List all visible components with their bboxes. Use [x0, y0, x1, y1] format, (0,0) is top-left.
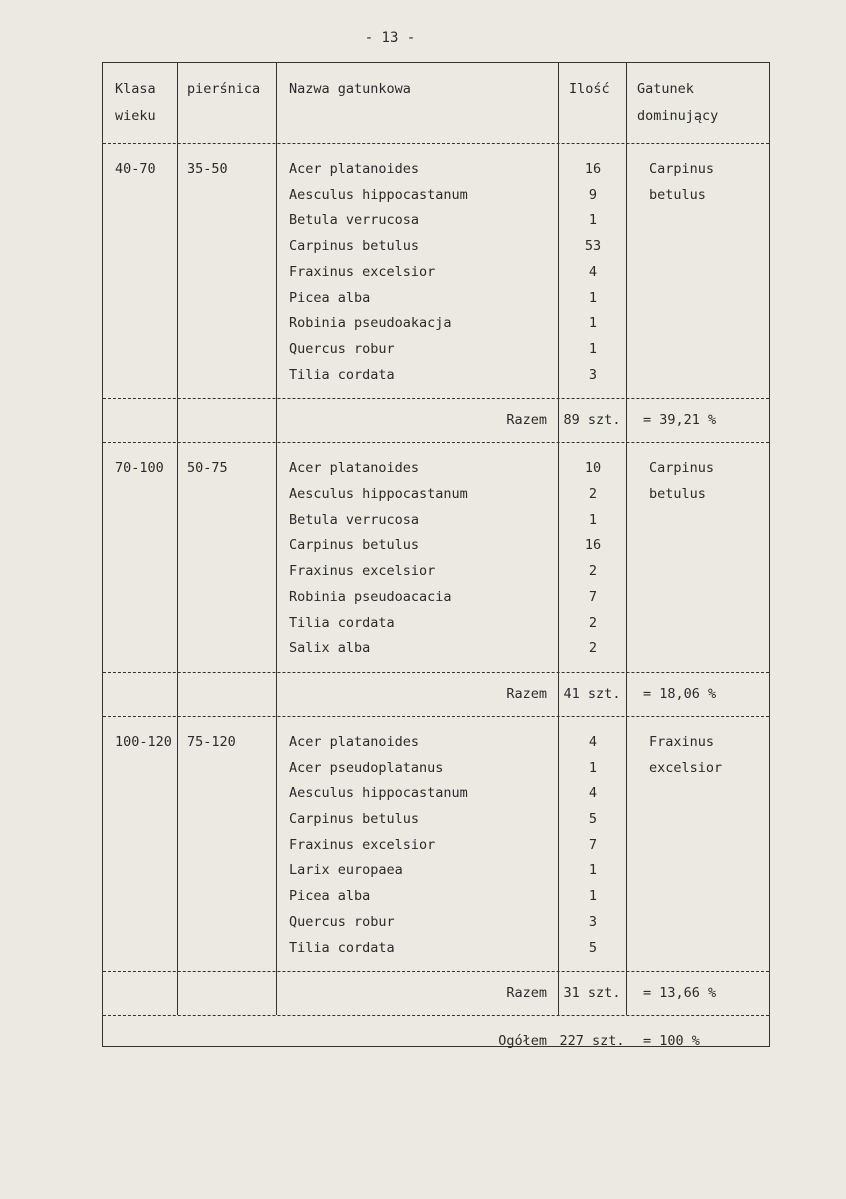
- dominant-species: excelsior: [649, 759, 723, 776]
- species-count: 16: [584, 537, 602, 554]
- species-name: Tilia cordata: [289, 939, 395, 956]
- column-divider: [276, 971, 277, 1015]
- species-count: 1: [588, 888, 598, 905]
- group-divider: [103, 716, 769, 717]
- species-count: 1: [588, 212, 598, 229]
- dbh-range: 35-50: [187, 161, 228, 177]
- column-divider: [626, 971, 627, 1015]
- species-name: Aesculus hippocastanum: [289, 486, 468, 502]
- dominant-species: Carpinus: [649, 161, 715, 177]
- column-divider: [177, 971, 178, 1015]
- species-name: Betula verrucosa: [289, 511, 420, 528]
- species-name: Carpinus betulus: [289, 537, 420, 554]
- column-divider: [558, 442, 559, 672]
- dominant-species: betulus: [649, 186, 706, 203]
- total-count: 227 szt.: [559, 1033, 625, 1050]
- species-count: 1: [588, 340, 598, 357]
- header-divider: [103, 143, 769, 144]
- species-count: 2: [588, 486, 598, 502]
- species-count: 16: [584, 161, 602, 177]
- species-count: 2: [588, 640, 598, 657]
- species-name: Fraxinus excelsior: [289, 263, 436, 280]
- species-count: 5: [588, 939, 598, 956]
- species-name: Carpinus betulus: [289, 238, 420, 255]
- age-class: 40-70: [115, 161, 156, 177]
- species-count: 1: [588, 759, 598, 776]
- species-count: 2: [588, 563, 598, 580]
- total-label: Ogółem: [498, 1033, 547, 1050]
- column-divider: [276, 143, 277, 398]
- species-name: Tilia cordata: [289, 614, 395, 631]
- species-name: Acer platanoides: [289, 161, 420, 177]
- species-count: 10: [584, 460, 602, 477]
- column-divider: [177, 442, 178, 672]
- species-name: Picea alba: [289, 289, 371, 306]
- species-name: Salix alba: [289, 640, 371, 657]
- species-name: Acer platanoides: [289, 460, 420, 477]
- dbh-range: 75-120: [187, 733, 236, 750]
- column-divider: [177, 143, 178, 398]
- species-name: Robinia pseudoakacja: [289, 315, 452, 332]
- header-nazwa: Nazwa gatunkowa: [289, 81, 411, 97]
- species-name: Robinia pseudoacacia: [289, 588, 452, 605]
- species-name: Betula verrucosa: [289, 212, 420, 229]
- dominant-species: Fraxinus: [649, 733, 715, 750]
- column-divider: [276, 398, 277, 442]
- species-name: Carpinus betulus: [289, 811, 420, 827]
- subtotal-count: 89 szt.: [563, 412, 621, 429]
- column-divider: [276, 672, 277, 716]
- species-count: 53: [584, 238, 602, 255]
- column-divider: [626, 442, 627, 672]
- species-count: 7: [588, 836, 598, 853]
- subtotal-label: Razem: [506, 412, 547, 429]
- header-dominujacy: dominujący: [637, 108, 719, 124]
- subtotal-divider: [103, 672, 769, 673]
- subtotal-divider: [103, 398, 769, 399]
- column-divider: [558, 672, 559, 716]
- species-name: Fraxinus excelsior: [289, 563, 436, 580]
- column-divider: [177, 398, 178, 442]
- column-divider: [626, 716, 627, 971]
- species-name: Quercus robur: [289, 913, 395, 930]
- column-divider: [276, 442, 277, 672]
- species-count: 3: [588, 913, 598, 930]
- species-name: Fraxinus excelsior: [289, 836, 436, 853]
- column-divider: [626, 143, 627, 398]
- page-number: - 13 -: [364, 30, 416, 46]
- column-divider: [558, 971, 559, 1015]
- total-percent: = 100 %: [643, 1033, 700, 1050]
- subtotal-label: Razem: [506, 685, 547, 702]
- header-ilosc: Ilość: [569, 81, 610, 97]
- column-divider: [177, 716, 178, 971]
- dbh-range: 50-75: [187, 460, 228, 477]
- group-divider: [103, 1015, 769, 1016]
- column-divider: [558, 398, 559, 442]
- species-name: Acer pseudoplatanus: [289, 759, 444, 776]
- group-divider: [103, 442, 769, 443]
- species-count: 4: [588, 263, 598, 280]
- column-divider: [558, 63, 559, 143]
- subtotal-percent: = 13,66 %: [643, 985, 717, 1002]
- column-divider: [276, 716, 277, 971]
- species-count: 1: [588, 511, 598, 528]
- subtotal-percent: = 39,21 %: [643, 412, 717, 429]
- species-count: 1: [588, 315, 598, 332]
- species-count: 4: [588, 733, 598, 750]
- header-klasa: Klasa: [115, 81, 156, 97]
- subtotal-divider: [103, 971, 769, 972]
- species-name: Tilia cordata: [289, 366, 395, 383]
- species-table: [102, 62, 770, 1050]
- species-count: 5: [588, 811, 598, 827]
- species-count: 4: [588, 785, 598, 802]
- species-name: Quercus robur: [289, 340, 395, 357]
- header-piersnica: pierśnica: [187, 81, 261, 97]
- species-name: Aesculus hippocastanum: [289, 186, 468, 203]
- column-divider: [626, 672, 627, 716]
- dominant-species: betulus: [649, 486, 706, 502]
- species-count: 9: [588, 186, 598, 203]
- column-divider: [276, 63, 277, 143]
- column-divider: [626, 398, 627, 442]
- column-divider: [558, 143, 559, 398]
- species-count: 1: [588, 289, 598, 306]
- subtotal-count: 31 szt.: [563, 985, 621, 1002]
- dominant-species: Carpinus: [649, 460, 715, 477]
- species-name: Larix europaea: [289, 862, 403, 879]
- species-count: 1: [588, 862, 598, 879]
- column-divider: [177, 63, 178, 143]
- species-count: 3: [588, 366, 598, 383]
- age-class: 70-100: [115, 460, 164, 477]
- species-count: 2: [588, 614, 598, 631]
- column-divider: [177, 672, 178, 716]
- species-name: Picea alba: [289, 888, 371, 905]
- subtotal-count: 41 szt.: [563, 685, 621, 702]
- column-divider: [626, 63, 627, 143]
- subtotal-percent: = 18,06 %: [643, 685, 717, 702]
- species-name: Aesculus hippocastanum: [289, 785, 468, 802]
- header-gatunek: Gatunek: [637, 81, 694, 97]
- age-class: 100-120: [115, 733, 172, 750]
- species-count: 7: [588, 588, 598, 605]
- header-wieku: wieku: [115, 108, 156, 124]
- subtotal-label: Razem: [506, 985, 547, 1002]
- species-name: Acer platanoides: [289, 733, 420, 750]
- column-divider: [558, 716, 559, 971]
